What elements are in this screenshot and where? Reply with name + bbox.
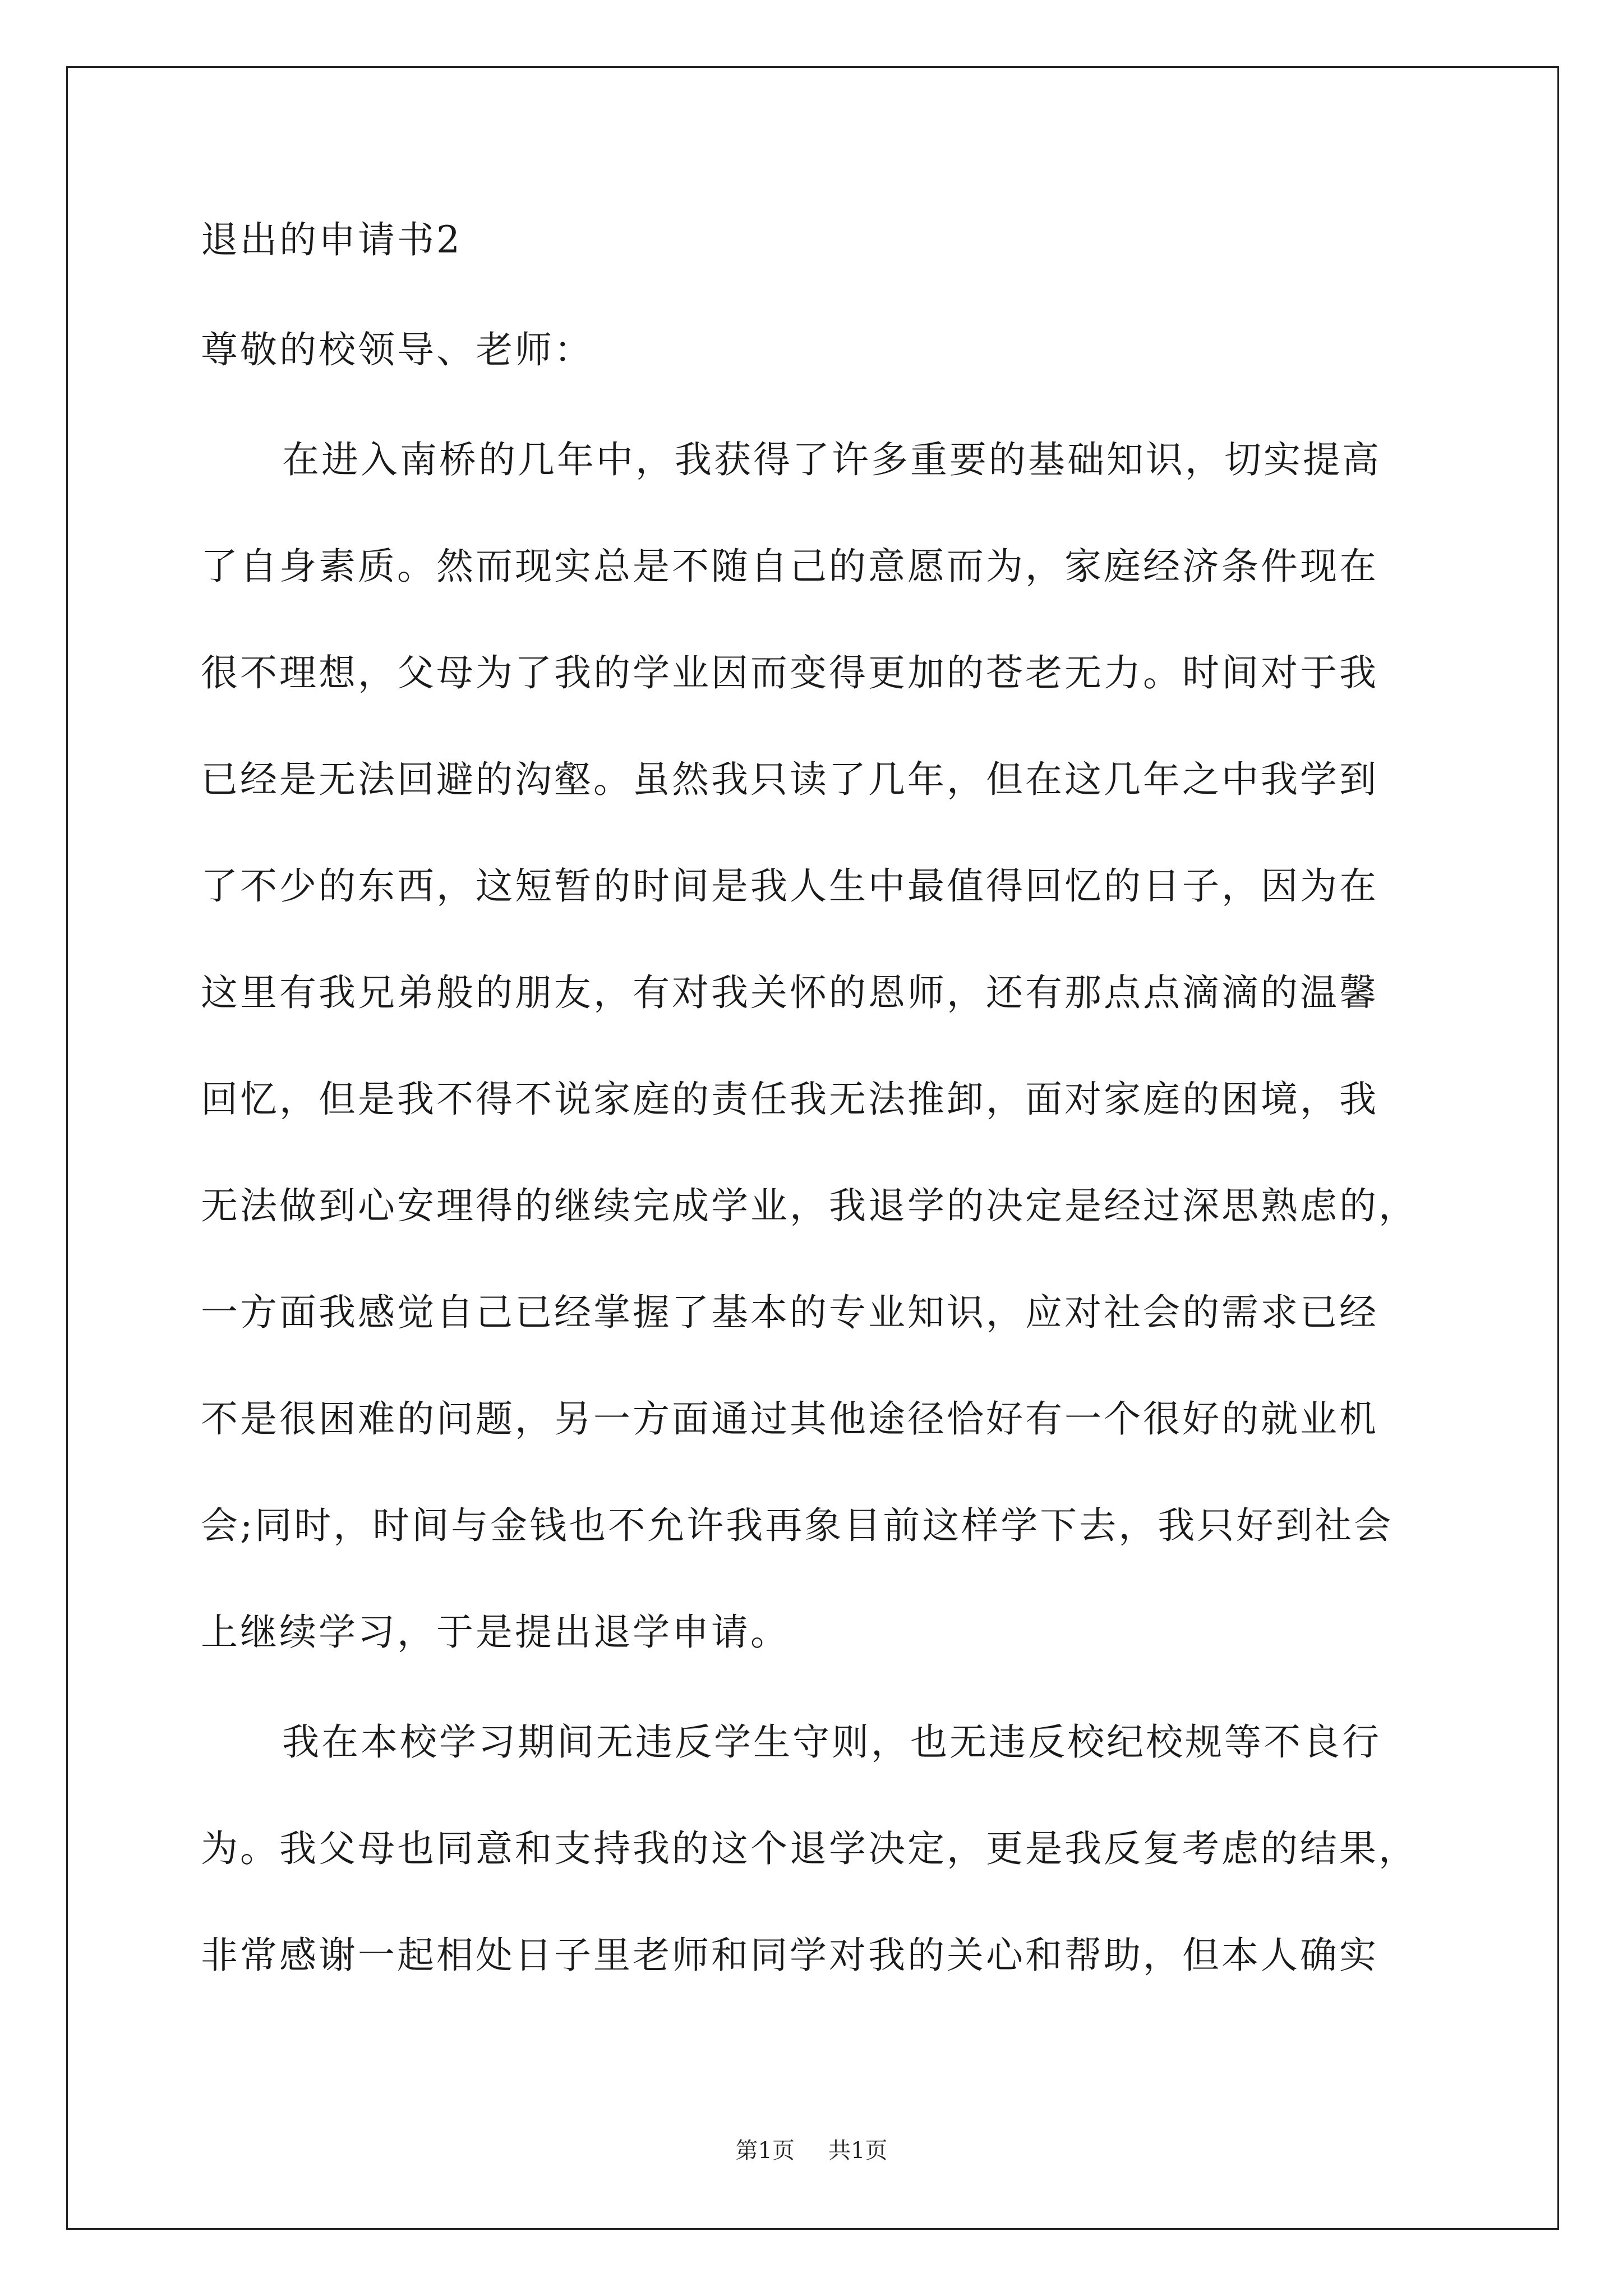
- paragraph-line: 一方面我感觉自己已经掌握了基本的专业知识，应对社会的需求已经: [201, 1291, 1378, 1334]
- paragraph-line: 不是很困难的问题，另一方面通过其他途径恰好有一个很好的就业机: [201, 1397, 1378, 1441]
- paragraph-line: 了不少的东西，这短暂的时间是我人生中最值得回忆的日子，因为在: [201, 864, 1378, 908]
- paragraph-line: 已经是无法回避的沟壑。虽然我只读了几年，但在这几年之中我学到: [201, 758, 1378, 801]
- paragraph-line: 非常感谢一起相处日子里老师和同学对我的关心和帮助，但本人确实: [201, 1934, 1378, 1977]
- paragraph-line: 会;同时，时间与金钱也不允许我再象目前这样学下去，我只好到社会: [201, 1504, 1394, 1547]
- paragraph-1: [201, 438, 1440, 1654]
- paragraph-2: [201, 1720, 1440, 1977]
- document-body: [201, 218, 1440, 2044]
- paragraph-line: 在进入南桥的几年中，我获得了许多重要的基础知识，切实提高: [282, 438, 1381, 481]
- paragraph-line: 上继续学习，于是提出退学申请。: [201, 1611, 790, 1654]
- paragraph-line: 这里有我兄弟般的朋友，有对我关怀的恩师，还有那点点滴滴的温馨: [201, 971, 1378, 1014]
- greeting: 尊敬的校领导、老师：: [201, 328, 593, 371]
- page-number: 第1页: [735, 2138, 795, 2164]
- paragraph-line: 无法做到心安理得的继续完成学业，我退学的决定是经过深思熟虑的，: [201, 1184, 1418, 1227]
- paragraph-line: 我在本校学习期间无违反学生守则，也无违反校纪校规等不良行: [282, 1720, 1381, 1764]
- paragraph-line: 回忆，但是我不得不说家庭的责任我无法推卸，面对家庭的困境，我: [201, 1078, 1378, 1121]
- paragraph-line: 了自身素质。然而现实总是不随自己的意愿而为，家庭经济条件现在: [201, 545, 1378, 588]
- paragraph-line: 为。我父母也同意和支持我的这个退学决定，更是我反复考虑的结果，: [201, 1827, 1418, 1870]
- paragraph-line: 很不理想，父母为了我的学业因而变得更加的苍老无力。时间对于我: [201, 651, 1378, 694]
- page-total: 共1页: [828, 2138, 888, 2164]
- document-title: 退出的申请书2: [201, 218, 462, 261]
- page-footer: [0, 2133, 1623, 2165]
